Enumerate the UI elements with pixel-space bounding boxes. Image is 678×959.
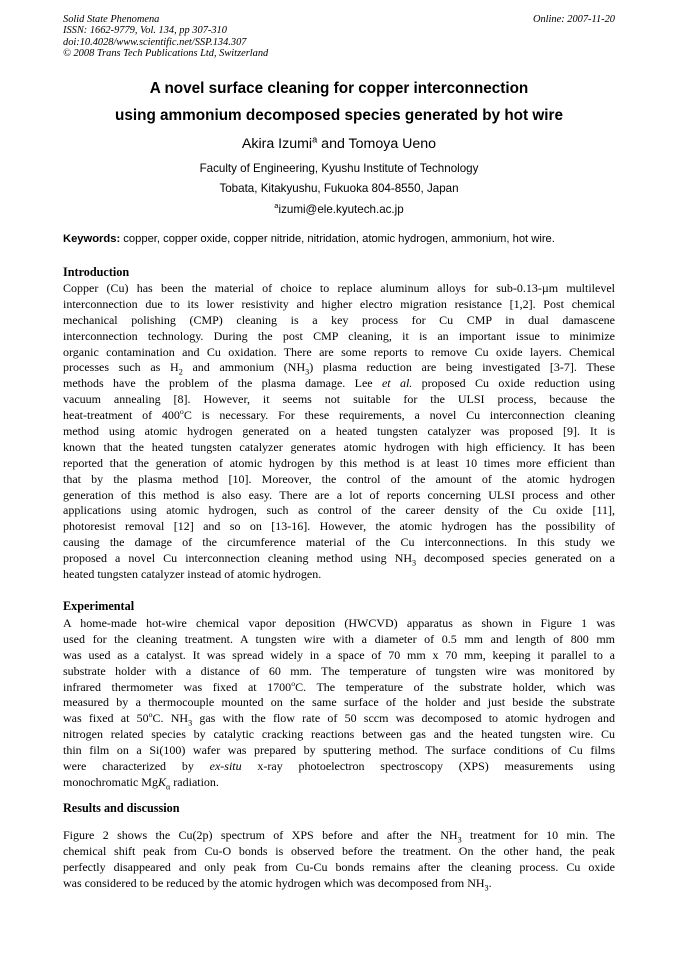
journal-issn: ISSN: 1662-9779, Vol. 134, pp 307-310 [63, 25, 227, 37]
subscript: α [166, 782, 171, 792]
text-run: decomposed species generated on a [416, 551, 615, 566]
journal-copyright: © 2008 Trans Tech Publications Ltd, Switzerland [63, 48, 269, 60]
text-run: proposed a novel Cu interconnection cleaning method using NH [63, 551, 413, 566]
text-line: interconnection due to its lower resistivity and higher electro migration resistance [1,2]. Post chemical [63, 296, 615, 311]
text-run: heat-treatment of 400 [63, 408, 180, 423]
text-run: was fixed at 50 [63, 711, 149, 726]
text-line: photoresist removal [12] and so on [13-16]. However, the atomic hydrogen has the possibility of [63, 519, 615, 534]
subscript: 3 [188, 718, 193, 728]
text-run: x-ray photoelectron spectroscopy (XPS) measurements using [241, 759, 615, 774]
text-run: proposed Cu oxide reduction using [412, 376, 615, 391]
text-line: vacuum annealing [8]. However, it seems not suitable for the ULSI process, because the [63, 392, 615, 407]
text-line [63, 408, 615, 424]
text-run: were characterized by [63, 759, 210, 774]
experimental-heading: Experimental [63, 599, 135, 613]
author-1-mark: a [312, 134, 318, 145]
text-line: reported that the generation of atomic hydrogen by this method is at least 10 times more efficient than [63, 455, 615, 470]
superscript: o [148, 710, 153, 720]
text-line: heated tungsten catalyzer instead of atomic hydrogen. [63, 567, 322, 582]
text-line: A home-made hot-wire chemical vapor deposition (HWCVD) apparatus as shown in Figure 1 was [63, 616, 615, 630]
italic-text: ex-situ [209, 759, 242, 774]
italic-text: K [157, 774, 166, 789]
text-run: methods have the problem of the plasma damage. Lee [63, 376, 382, 391]
text-line [63, 680, 615, 696]
text-line: Copper (Cu) has been the material of choice to replace aluminum alloys for sub-0.13-µm multilevel [63, 281, 615, 295]
results-heading: Results and discussion [63, 801, 180, 815]
journal-doi: doi:10.4028/www.scientific.net/SSP.134.307 [63, 36, 247, 48]
experimental-paragraph [63, 616, 615, 791]
text-run: monochromatic Mg [63, 774, 158, 789]
text-line: interconnection technology. During the post CMP cleaning, it is an important issue to minimize [63, 328, 615, 343]
text-line: substrate holder with a distance of 60 mm. The temperature of tungsten wire was monitored by [63, 663, 615, 678]
text-run: . [488, 875, 492, 890]
subscript: 3 [484, 883, 489, 893]
keywords-list: copper, copper oxide, copper nitride, nitridation, atomic hydrogen, ammonium, hot wire. [120, 233, 555, 245]
text-run: ) plasma reduction are being investigated [3-7]. These [309, 360, 615, 375]
text-line: used for the cleaning treatment. A tungsten wire with a diameter of 0.5 mm and length of 800 mm [63, 631, 615, 646]
text-line: measured by a thermocouple mounted on the same surface of the holder and just beside the substrate [63, 695, 615, 710]
text-line: mechanical polishing (CMP) cleaning is a key process for Cu CMP in dual damascene [63, 312, 615, 327]
text-line: chemical shift peak from Cu-O bonds is observed before the treatment. On the other hand, the peak [63, 843, 615, 858]
text-line: thin film on a Si(100) wafer was prepared by sputtering method. The surface conditions of Cu films [63, 743, 615, 758]
journal-name: Solid State Phenomena [63, 14, 160, 25]
text-line [63, 376, 615, 392]
introduction-paragraph [63, 281, 615, 583]
text-line [63, 711, 615, 727]
email-address: izumi@ele.kyutech.ac.jp [278, 203, 404, 216]
email-line [40, 203, 638, 216]
text-line [63, 551, 615, 567]
text-line: that by the plasma method [10]. Moreover, the control of the amount of the atomic hydrogen [63, 471, 615, 486]
text-line [63, 759, 615, 775]
text-line: known that the heated tungsten catalyzer generates atomic hydrogen with high efficiency. It has been [63, 439, 615, 454]
text-run: and ammonium (NH [182, 360, 306, 375]
text-line: perfectly disappeared and only peak from Cu-Cu bonds remains after the cleaning process. Cu oxide [63, 859, 615, 874]
subscript: 3 [412, 558, 417, 568]
affiliation-line-1: Faculty of Engineering, Kyushu Institute of Technology [199, 162, 479, 175]
text-run: treatment for 10 min. The [461, 828, 615, 842]
paper-title-line-1: A novel surface cleaning for copper interconnection [149, 80, 529, 97]
subscript: 3 [457, 835, 462, 845]
text-run: gas with the flow rate of 50 sccm was decomposed to atomic hydrogen and [192, 711, 615, 726]
superscript: o [291, 678, 296, 688]
superscript: o [179, 407, 184, 417]
text-line: generation of this method is also easy. There are a lot of reports concerning ULSI process and other [63, 487, 615, 502]
journal-header [63, 14, 268, 60]
text-line [63, 876, 615, 892]
subscript: 3 [305, 367, 310, 377]
text-run: processes such as H [63, 360, 179, 375]
author-line [40, 136, 638, 152]
italic-text: et al. [381, 376, 413, 391]
affiliation-line-2: Tobata, Kitakyushu, Fukuoka 804-8550, Japan [219, 182, 459, 195]
online-date: Online: 2007-11-20 [532, 14, 615, 25]
text-line: causing the damage of the circumference material of the Cu interconnections. In this study we [63, 535, 615, 550]
text-line [63, 775, 615, 791]
keywords [63, 233, 623, 245]
introduction-heading: Introduction [63, 265, 130, 279]
subscript: 2 [178, 367, 183, 377]
text-line: organic contamination and Cu oxidation. There are some reports to remove Cu oxide layers. Chemical [63, 344, 615, 359]
text-run: radiation. [170, 774, 219, 789]
text-run: was considered to be reduced by the atomic hydrogen which was decomposed from NH [63, 875, 485, 890]
text-line [63, 360, 615, 376]
text-line [63, 828, 615, 844]
email-mark: a [274, 201, 279, 211]
text-run: Figure 2 shows the Cu(2p) spectrum of XPS before and after the NH [63, 828, 458, 842]
text-line: method using atomic hydrogen generated on a heated tungsten catalyzer was proposed [9]. It is [63, 424, 615, 439]
text-run: C is necessary. For these requirements, a novel Cu interconnection cleaning [183, 408, 615, 423]
results-paragraph [63, 828, 615, 892]
keywords-label: Keywords: [63, 233, 121, 245]
author-2: and Tomoya Ueno [317, 136, 437, 152]
author-1: Akira Izumi [241, 136, 313, 152]
text-run: infrared thermometer was fixed at 1700 [63, 679, 292, 694]
paper-title-line-2: using ammonium decomposed species generated by hot wire [115, 107, 563, 124]
text-run: C. NH [152, 711, 189, 726]
text-line: applications using atomic hydrogen, such as control of the career density of the Cu oxide [11], [63, 503, 615, 518]
text-run: C. The temperature of the substrate holder, which was [295, 679, 615, 694]
text-line: nitrogen related species by catalytic cracking reactions between gas and the heated tungsten wire. Cu [63, 727, 615, 742]
text-line: was used as a catalyst. It was spread widely in a space of 70 mm x 70 mm, keeping it parallel to a [63, 647, 615, 662]
